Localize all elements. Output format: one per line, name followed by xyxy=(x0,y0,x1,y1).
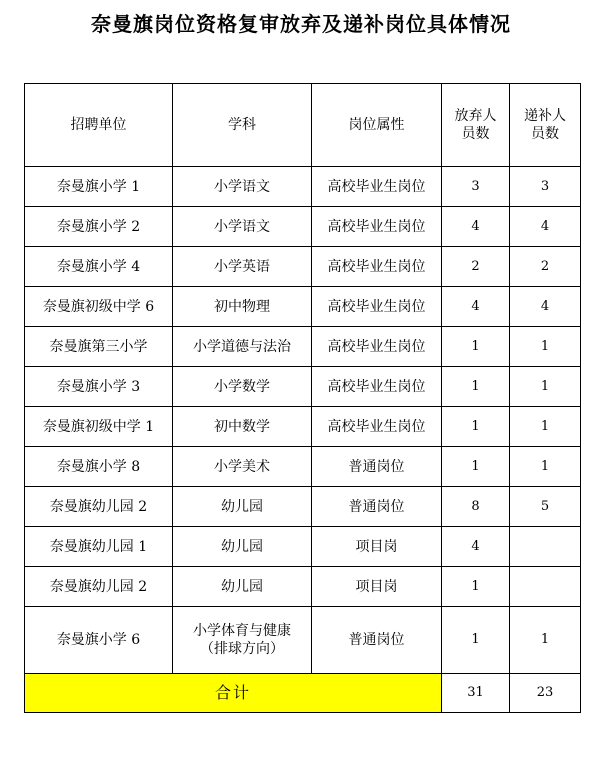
cell-fill: 1 xyxy=(510,367,581,407)
table-row xyxy=(25,567,581,607)
cell-attribute: 高校毕业生岗位 xyxy=(312,407,442,447)
table-row xyxy=(25,367,581,407)
cell-attribute: 高校毕业生岗位 xyxy=(312,367,442,407)
cell-subject: 小学美术 xyxy=(173,447,312,487)
cell-attribute: 高校毕业生岗位 xyxy=(312,327,442,367)
cell-subject-line1: 小学体育与健康 xyxy=(193,623,291,639)
cell-attribute: 普通岗位 xyxy=(312,487,442,527)
cell-fill: 1 xyxy=(510,447,581,487)
table-body xyxy=(25,84,581,713)
cell-attribute: 普通岗位 xyxy=(312,607,442,674)
cell-abandon: 1 xyxy=(442,367,510,407)
cell-subject: 小学数学 xyxy=(173,367,312,407)
total-abandon: 31 xyxy=(442,674,510,713)
cell-unit: 奈曼旗幼儿园 1 xyxy=(25,527,173,567)
table-row xyxy=(25,167,581,207)
cell-unit: 奈曼旗小学 1 xyxy=(25,167,173,207)
cell-abandon: 1 xyxy=(442,447,510,487)
total-fill: 23 xyxy=(510,674,581,713)
cell-abandon: 4 xyxy=(442,527,510,567)
cell-subject: 小学语文 xyxy=(173,167,312,207)
replacement-table xyxy=(24,83,581,713)
cell-fill: 4 xyxy=(510,207,581,247)
cell-fill: 2 xyxy=(510,247,581,287)
table-row xyxy=(25,527,581,567)
cell-abandon: 3 xyxy=(442,167,510,207)
cell-attribute: 高校毕业生岗位 xyxy=(312,247,442,287)
cell-fill xyxy=(510,527,581,567)
cell-abandon: 4 xyxy=(442,207,510,247)
header-fill-line1: 递补人 xyxy=(524,108,566,124)
cell-subject: 幼儿园 xyxy=(173,527,312,567)
cell-unit: 奈曼旗小学 4 xyxy=(25,247,173,287)
table-row xyxy=(25,287,581,327)
cell-attribute: 高校毕业生岗位 xyxy=(312,207,442,247)
cell-abandon: 1 xyxy=(442,607,510,674)
cell-abandon: 1 xyxy=(442,567,510,607)
cell-abandon: 1 xyxy=(442,327,510,367)
cell-fill: 1 xyxy=(510,607,581,674)
cell-unit: 奈曼旗第三小学 xyxy=(25,327,173,367)
cell-attribute: 项目岗 xyxy=(312,567,442,607)
cell-unit: 奈曼旗幼儿园 2 xyxy=(25,487,173,527)
cell-fill: 1 xyxy=(510,407,581,447)
header-fill-line2: 员数 xyxy=(531,126,559,142)
cell-subject: 小学道德与法治 xyxy=(173,327,312,367)
header-abandon-line2: 员数 xyxy=(461,126,490,142)
cell-abandon: 1 xyxy=(442,407,510,447)
table-row xyxy=(25,447,581,487)
cell-subject: 小学语文 xyxy=(173,207,312,247)
table-row xyxy=(25,327,581,367)
cell-subject: 幼儿园 xyxy=(173,567,312,607)
cell-fill: 5 xyxy=(510,487,581,527)
cell-subject: 小学英语 xyxy=(173,247,312,287)
cell-fill: 3 xyxy=(510,167,581,207)
header-unit: 招聘单位 xyxy=(25,84,173,167)
cell-attribute: 普通岗位 xyxy=(312,447,442,487)
cell-unit: 奈曼旗小学 3 xyxy=(25,367,173,407)
cell-unit: 奈曼旗初级中学 1 xyxy=(25,407,173,447)
cell-abandon: 4 xyxy=(442,287,510,327)
cell-attribute: 高校毕业生岗位 xyxy=(312,167,442,207)
total-label: 合计 xyxy=(25,674,442,713)
table-row xyxy=(25,607,581,674)
cell-fill xyxy=(510,567,581,607)
header-attribute: 岗位属性 xyxy=(312,84,442,167)
cell-unit: 奈曼旗小学 8 xyxy=(25,447,173,487)
table-row xyxy=(25,407,581,447)
cell-unit: 奈曼旗小学 6 xyxy=(25,607,173,674)
cell-subject xyxy=(173,607,312,674)
page-title: 奈曼旗岗位资格复审放弃及递补岗位具体情况 xyxy=(91,12,511,36)
cell-subject: 初中数学 xyxy=(173,407,312,447)
table-row xyxy=(25,487,581,527)
cell-subject: 幼儿园 xyxy=(173,487,312,527)
cell-unit: 奈曼旗小学 2 xyxy=(25,207,173,247)
cell-abandon: 8 xyxy=(442,487,510,527)
header-row xyxy=(25,84,581,167)
cell-unit: 奈曼旗初级中学 6 xyxy=(25,287,173,327)
total-row xyxy=(25,674,581,713)
cell-fill: 4 xyxy=(510,287,581,327)
cell-unit: 奈曼旗幼儿园 2 xyxy=(25,567,173,607)
header-fill xyxy=(510,84,581,167)
header-abandon-line1: 放弃人 xyxy=(454,108,497,124)
cell-attribute: 高校毕业生岗位 xyxy=(312,287,442,327)
header-abandon xyxy=(442,84,510,167)
cell-fill: 1 xyxy=(510,327,581,367)
cell-subject-line2: （排球方向） xyxy=(200,641,284,657)
header-subject: 学科 xyxy=(173,84,312,167)
cell-subject: 初中物理 xyxy=(173,287,312,327)
cell-abandon: 2 xyxy=(442,247,510,287)
table-row xyxy=(25,247,581,287)
cell-attribute: 项目岗 xyxy=(312,527,442,567)
table-row xyxy=(25,207,581,247)
